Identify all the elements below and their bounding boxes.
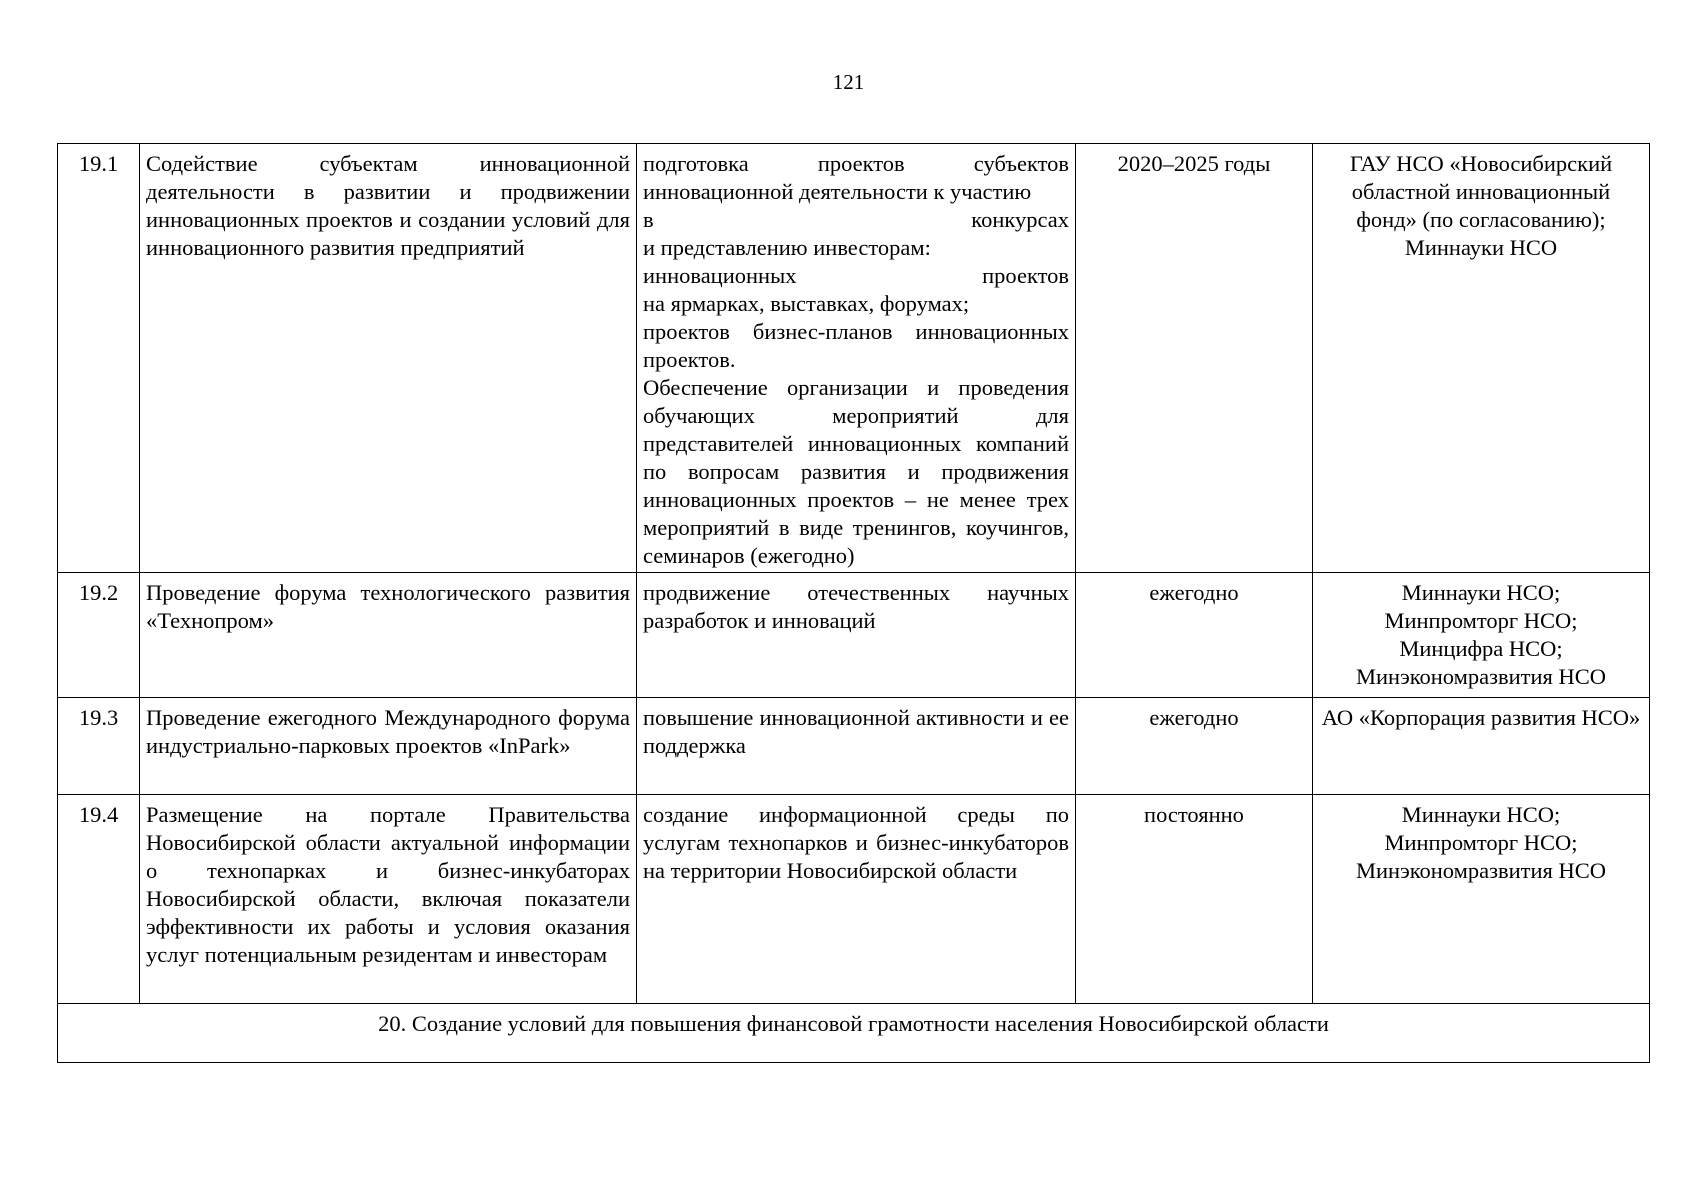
executor: Миннауки НСО; bbox=[1401, 802, 1561, 827]
activity-cell: Проведение форума технологического развития «Технопром» bbox=[140, 573, 637, 698]
result-word: инновационных bbox=[643, 263, 797, 288]
activity-cell: Содействие субъектам инновационной деятельности в развитии и продвижении инновационных проектов и создании условий для инновационного развития предприятий bbox=[140, 144, 637, 573]
executor: Миннауки НСО bbox=[1404, 235, 1558, 260]
result-line bbox=[643, 262, 1069, 290]
section-row bbox=[58, 1004, 1650, 1063]
executor: Минцифра НСО; bbox=[1399, 636, 1563, 661]
result-cell: продвижение отечественных научных разработок и инноваций bbox=[637, 573, 1076, 698]
executors-cell bbox=[1313, 795, 1650, 1004]
executor: Минпромторг НСО; bbox=[1384, 830, 1578, 855]
result-paragraph: проектов бизнес-планов инновационных проектов. bbox=[643, 319, 1069, 372]
executors-cell bbox=[1313, 144, 1650, 573]
result-cell: создание информационной среды по услугам технопарков и бизнес-инкубаторов на территории Новосибирской области bbox=[637, 795, 1076, 1004]
executor: Минэкономразвития НСО bbox=[1355, 858, 1607, 883]
result-word: в bbox=[643, 207, 654, 232]
executor: Минэкономразвития НСО bbox=[1355, 664, 1607, 689]
term-cell: 2020–2025 годы bbox=[1076, 144, 1313, 573]
result-cell bbox=[637, 144, 1076, 573]
executor: АО «Корпорация развития НСО» bbox=[1321, 705, 1641, 730]
result-word: проектов bbox=[982, 263, 1069, 288]
activities-table bbox=[57, 143, 1650, 1063]
result-paragraph: подготовка проектов субъектов инновационной деятельности к участию bbox=[643, 151, 1069, 204]
activity-cell: Проведение ежегодного Международного форума индустриально-парковых проектов «InPark» bbox=[140, 698, 637, 795]
result-word: конкурсах bbox=[971, 207, 1069, 232]
result-line bbox=[643, 206, 1069, 234]
page-number: 121 bbox=[832, 70, 865, 94]
term-cell: ежегодно bbox=[1076, 698, 1313, 795]
executor: Миннауки НСО; bbox=[1401, 580, 1561, 605]
result-paragraph: и представлению инвесторам: bbox=[643, 235, 931, 260]
executors-cell bbox=[1313, 573, 1650, 698]
result-paragraph: Обеспечение организации и проведения обучающих мероприятий для представителей инновационных компаний по вопросам развития и продвижения инновационных проектов – не менее трех мероприятий в виде тренингов, коучингов, семинаров (ежегодно) bbox=[643, 375, 1069, 568]
row-number: 19.1 bbox=[58, 144, 140, 573]
executor: Минпромторг НСО; bbox=[1384, 608, 1578, 633]
executors-cell bbox=[1313, 698, 1650, 795]
term-cell: постоянно bbox=[1076, 795, 1313, 1004]
executor: ГАУ НСО «Новосибирский областной инновационный фонд» (по согласованию); bbox=[1349, 151, 1613, 232]
row-number: 19.2 bbox=[58, 573, 140, 698]
table-row bbox=[58, 144, 1650, 573]
term-cell: ежегодно bbox=[1076, 573, 1313, 698]
table-row bbox=[58, 795, 1650, 1004]
section-title: 20. Создание условий для повышения финансовой грамотности населения Новосибирской области bbox=[58, 1004, 1650, 1063]
table-row bbox=[58, 698, 1650, 795]
table-row bbox=[58, 573, 1650, 698]
result-paragraph: на ярмарках, выставках, форумах; bbox=[643, 291, 970, 316]
row-number: 19.3 bbox=[58, 698, 140, 795]
result-cell: повышение инновационной активности и ее поддержка bbox=[637, 698, 1076, 795]
activity-cell: Размещение на портале Правительства Новосибирской области актуальной информации о технопарках и бизнес-инкубаторах Новосибирской области, включая показатели эффективности их работы и условия оказания услуг потенциальным резидентам и инвесторам bbox=[140, 795, 637, 1004]
row-number: 19.4 bbox=[58, 795, 140, 1004]
